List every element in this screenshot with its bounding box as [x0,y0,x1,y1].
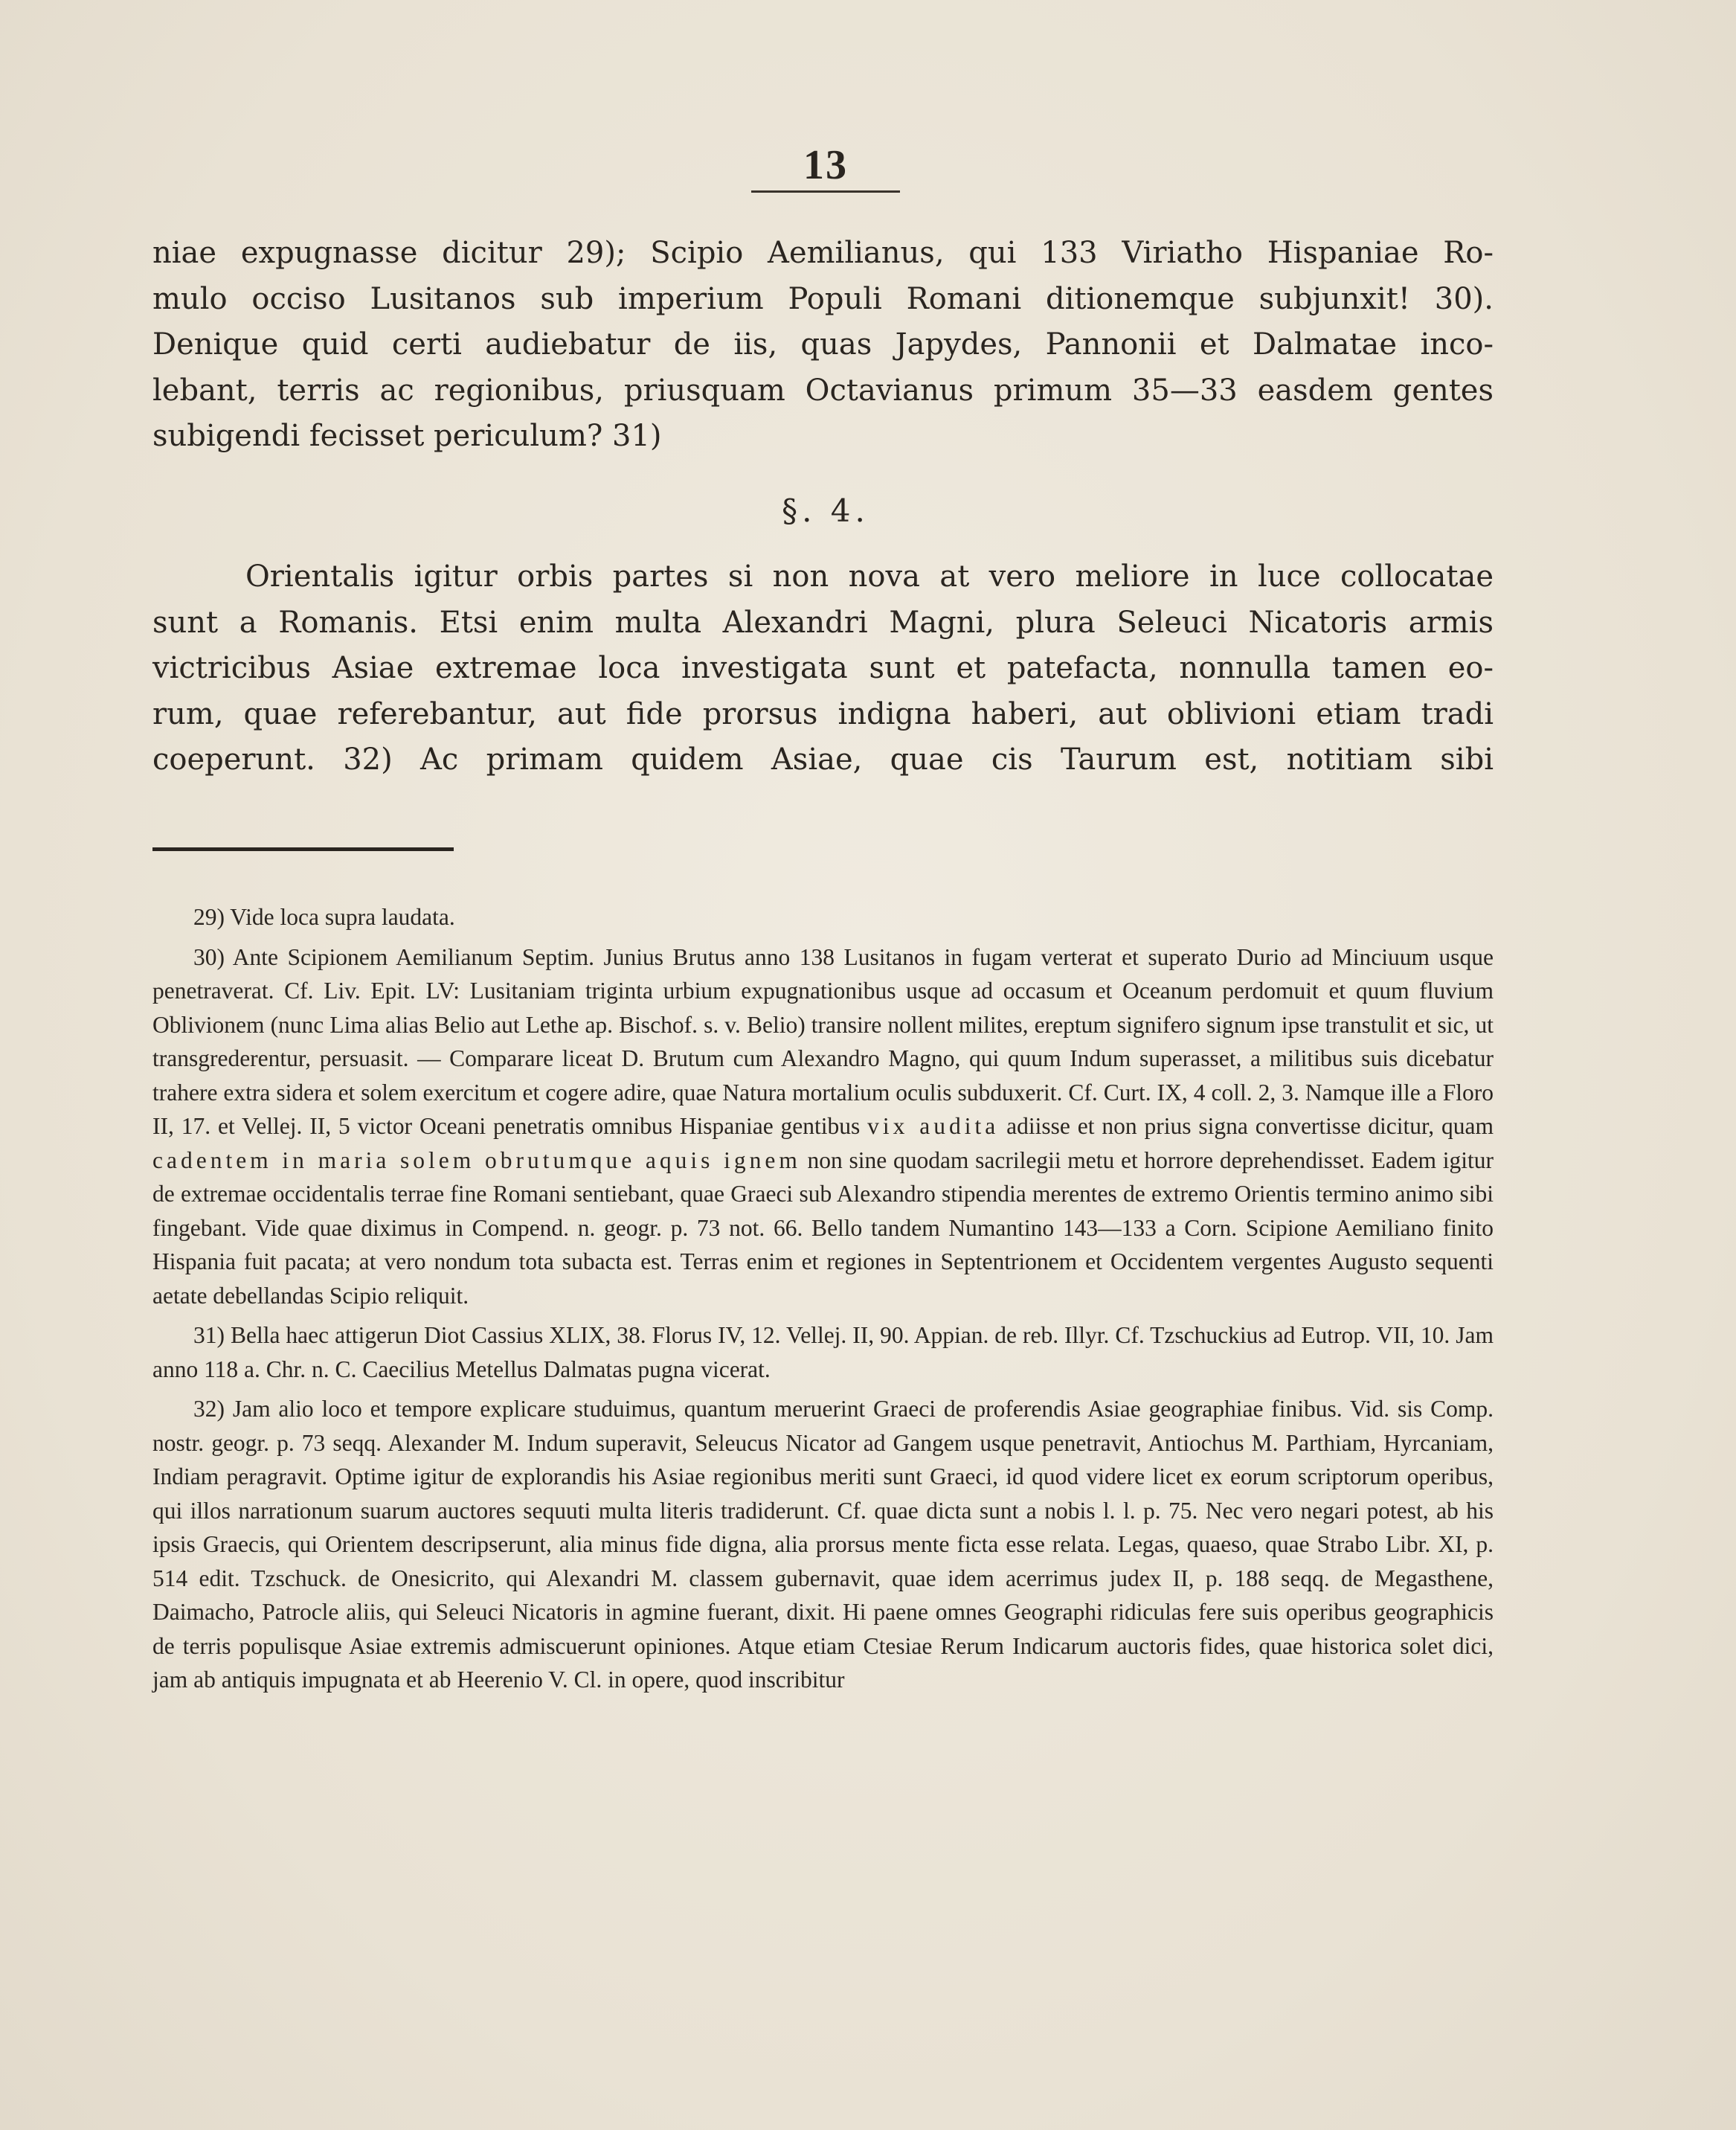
footnote-text: 30) Ante Scipionem Aemilianum Septim. Junius Brutus anno 138 Lusitanos in fugam verterat et superato Durio ad Minciuum usque penetraverat. Cf. Liv. Epit. LV: Lusitaniam triginta urbium expugnationibus usque ad occasum et Oceanum perdomuit et quum fluvium Oblivionem (nunc Lima alias Belio aut Lethe ap. Bischof. s. v. Belio) transire nollent milites, ereptum signifero signum ipse transtulit et sic, ut transgrederentur, persuasit. — Comparare liceat D. Brutum cum Alexandro Magno, qui quum Indum superasset, a militibus suis dicebatur trahere extra sidera et solem exercitum et cogere adire, quae Natura mortalium oculis subduxerit. Cf. Curt. IX, 4 coll. 2, 3. Namque ille a Floro II, 17. et Vellej. II, 5 victor Oceani penetratis omnibus Hispaniae gentibus [152,943,1494,1139]
footnote-spaced-text: vix audita [867,1113,1000,1139]
text-line: Orientalis igitur orbis partes si non nova at vero meliore in luce collocatae [245,559,1494,594]
section-heading: §. 4. [782,493,869,529]
text-line: mulo occiso Lusitanos sub imperium Populi Romani ditionemque subjunxit! 30). [152,281,1494,316]
page-number-underline [751,190,900,193]
footnote-30 [152,940,1494,1313]
text-line: subigendi fecisset periculum? 31) [152,419,662,453]
text-line: coeperunt. 32) Ac primam quidem Asiae, quae cis Taurum est, notitiam sibi [152,742,1494,777]
footnote-31: 31) Bella haec attigerun Diot Cassius XLIX, 38. Florus IV, 12. Vellej. II, 90. Appian. de reb. Illyr. Cf. Tzschuckius ad Eutrop. VII, 10. Jam anno 118 a. Chr. n. C. Caecilius Metellus Dalmatas pugna vicerat. [152,1322,1494,1382]
footnote-29: 29) Vide loca supra laudata. [193,904,455,930]
text-line: sunt a Romanis. Etsi enim multa Alexandri Magni, plura Seleuci Nicatoris armis [152,605,1494,640]
footnote-divider [152,847,454,851]
footnote-text: non sine quodam sacrilegii metu et horrore deprehendisset. Eadem igitur de extremae occidentalis terrae fine Romani sentiebant, quae Graeci sub Alexandro stipendia merentes de extremo Orientis termino animo sibi fingebant. Vide quae diximus in Compend. n. geogr. p. 73 not. 66. Bello tandem Numantino 143—133 a Corn. Scipione Aemiliano finito Hispania fuit pacata; at vero nondum tota subacta est. Terras enim et regiones in Septentrionem et Occidentem vergentes Augusto sequenti aetate debellandas Scipio reliquit. [152,1146,1494,1309]
main-paragraph-1 [152,231,1494,460]
footnote-32: 32) Jam alio loco et tempore explicare studuimus, quantum meruerint Graeci de proferendis Asiae geographiae finibus. Vid. sis Comp. nostr. geogr. p. 73 seqq. Alexander M. Indum superavit, Seleucus Nicator ad Gangem usque penetravit, Antiochus M. Parthiam, Hyrcaniam, Indiam peragravit. Optime igitur de explorandis his Asiae regionibus meriti sunt Graeci, id quod videre licet ex eorum scriptorum operibus, qui illos narrationum suarum auctores sequuti multa literis tradiderunt. Cf. quae dicta sunt a nobis l. l. p. 75. Nec vero negari potest, ab his ipsis Graecis, qui Orientem descripserunt, alia minus fide digna, alia prorsus mente ficta esse relata. Legas, quaeso, quae Strabo Libr. XI, p. 514 edit. Tzschuck. de Onesicrito, qui Alexandri M. classem gubernavit, quae idem acerrimus judex II, p. 188 seqq. de Megasthene, Daimacho, Patrocle aliis, qui Seleuci Nicatoris in agmine fuerant, dixit. Hi paene omnes Geographi ridiculas fere suis operibus geographicis de terris populisque Asiae extremis admiscuerunt opiniones. Atque etiam Ctesiae Rerum Indicarum auctoris fides, quae historica solet dici, jam ab antiquis impugnata et ab Heerenio V. Cl. in opere, quod inscribitur [152,1396,1494,1693]
footnotes [152,900,1494,1703]
footnote-spaced-text: cadentem in maria solem obrutumque aquis ignem [152,1146,801,1173]
main-paragraph-2 [152,554,1494,783]
text-line: victricibus Asiae extremae loca investigata sunt et patefacta, nonnulla tamen eo- [152,651,1494,685]
text-line: niae expugnasse dicitur 29); Scipio Aemilianus, qui 133 Viriatho Hispaniae Ro- [152,236,1494,270]
text-line: lebant, terris ac regionibus, priusquam Octavianus primum 35—33 easdem gentes [152,373,1494,408]
page-number: 13 [803,142,848,188]
text-line: Denique quid certi audiebatur de iis, quas Japydes, Pannonii et Dalmatae inco- [152,327,1494,362]
footnote-text: adiisse et non prius signa convertisse dicitur, quam [1006,1113,1494,1139]
text-line: rum, quae referebantur, aut fide prorsus indigna haberi, aut oblivioni etiam tradi [152,696,1494,731]
